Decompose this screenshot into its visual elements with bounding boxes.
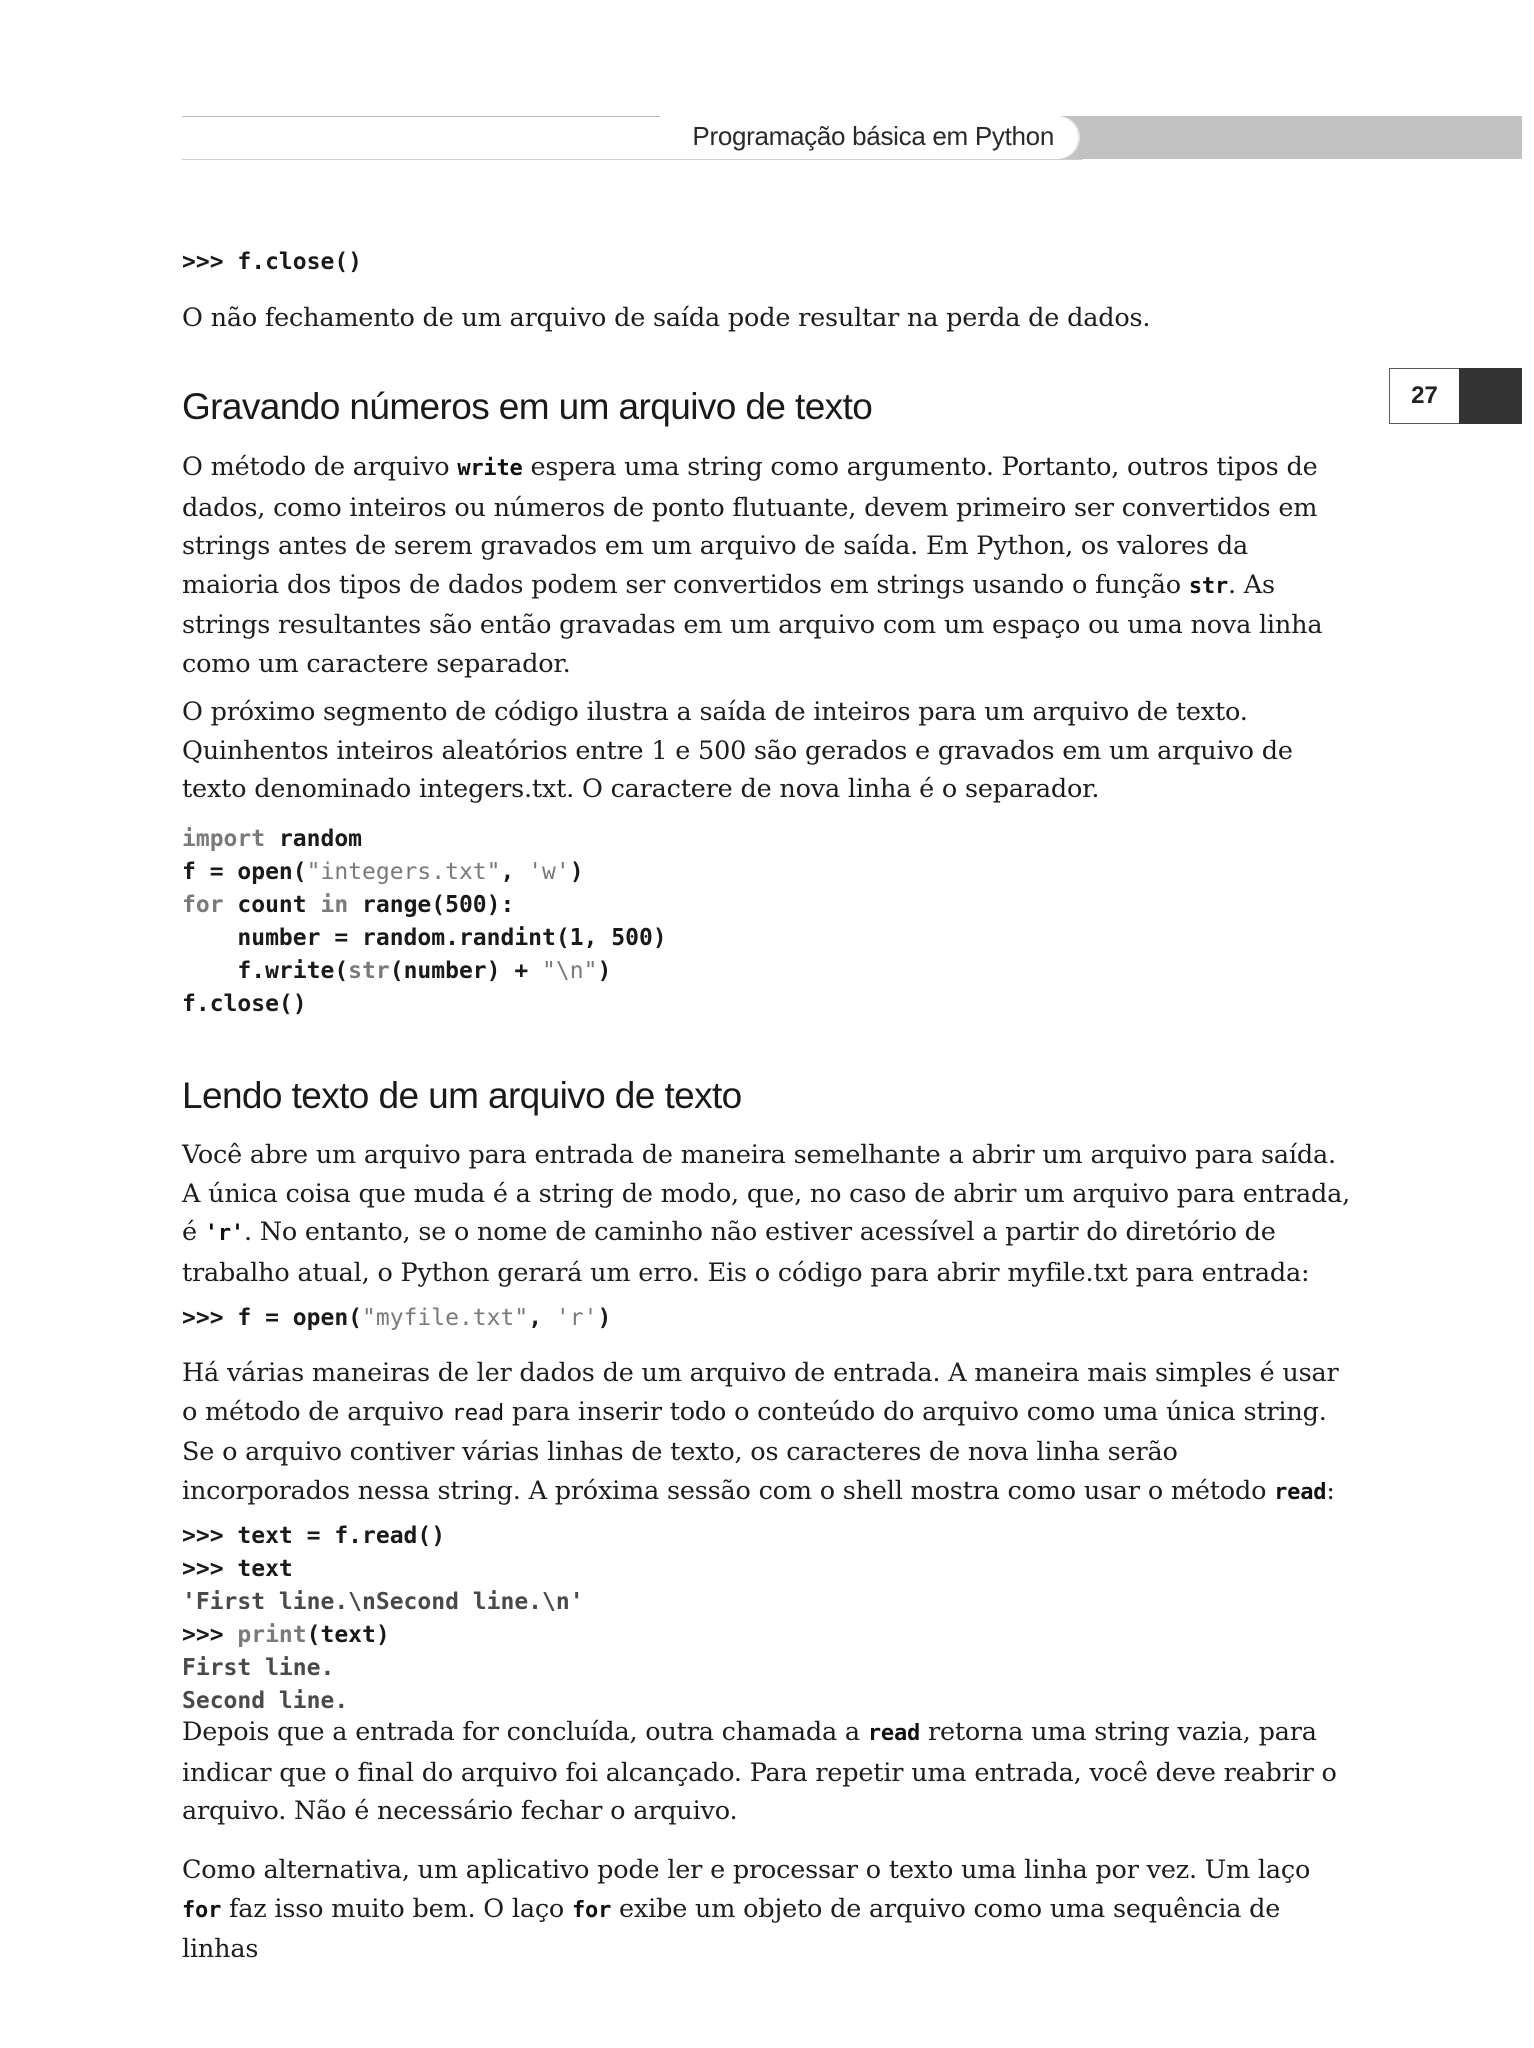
inline-code-r-mode: 'r' xyxy=(204,1221,244,1246)
inline-code-read: read xyxy=(451,1400,504,1426)
page-number: 27 xyxy=(1389,368,1459,424)
paragraph-close-warning: O não fechamento de um arquivo de saída pode resultar na perda de dados. xyxy=(182,303,1151,333)
inline-code-for: for xyxy=(182,1897,222,1923)
inline-code-write: write xyxy=(457,456,523,481)
header-bottom-rule xyxy=(182,159,1082,160)
paragraph-read-method: Há várias maneiras de ler dados de um arquivo de entrada. A maneira mais simples é usar o método de arquivo read para inserir todo o conteúdo do arquivo como uma única string. Se o arquivo contiver várias linhas de texto, os caracteres de nova linha serão incorporados nessa string. A próxima sessão com o shell mostra como usar o método read: xyxy=(182,1358,1339,1506)
paragraph-open-for-input: Você abre um arquivo para entrada de maneira semelhante a abrir um arquivo para saída. A única coisa que muda é a string de modo, que, no caso de abrir um arquivo para entrada, é 'r'. No entanto, se o nome de caminho não estiver acessível a partir do diretório de trabalho atual, o Python gerará um erro. Eis o código para abrir myfile.txt para entrada: xyxy=(182,1140,1350,1288)
paragraph-integers-example: O próximo segmento de código ilustra a saída de inteiros para um arquivo de texto. Quinhentos inteiros aleatórios entre 1 e 500 são gerados e gravados em um arquivo de texto denominado integers.txt. O caractere de nova linha é o separador. xyxy=(182,697,1293,804)
section-heading-writing-numbers: Gravando números em um arquivo de texto xyxy=(182,386,873,427)
paragraph-for-loop: Como alternativa, um aplicativo pode ler e processar o texto uma linha por vez. Um laço for faz isso muito bem. O laço for exibe um objeto de arquivo como uma sequência de linhas xyxy=(182,1855,1311,1964)
inline-code-for-2: for xyxy=(572,1897,612,1923)
section-heading-reading-text: Lendo texto de um arquivo de texto xyxy=(182,1075,742,1116)
inline-code-read-bold: read xyxy=(1274,1479,1327,1505)
code-write-integers: import random f = open("integers.txt", 'w') for count in range(500): number = random.randint(1, 500) f.write(str(number) + "\n") f.close() xyxy=(182,826,667,1017)
paragraph-read-empty: Depois que a entrada for concluída, outra chamada a read retorna uma string vazia, para indicar que o final do arquivo foi alcançado. Para repetir uma entrada, você deve reabrir o arquivo. Não é necessário fechar o arquivo. xyxy=(182,1717,1337,1826)
header-gray-bar xyxy=(1060,116,1522,159)
code-open-myfile: >>> f = open("myfile.txt", 'r') xyxy=(182,1305,612,1331)
code-read-session: >>> text = f.read() >>> text 'First line.\nSecond line.\n' >>> print(text) First line. Second line. xyxy=(182,1523,584,1714)
page-thumb-tab xyxy=(1459,368,1522,424)
inline-code-read-2: read xyxy=(867,1721,921,1746)
paragraph-write-method: O método de arquivo write espera uma string como argumento. Portanto, outros tipos de dados, como inteiros ou números de ponto flutuante, devem primeiro ser convertidos em strings antes de serem gravados em um arquivo de saída. Em Python, os valores da maioria dos tipos de dados podem ser convertidos em strings usando o função str. As strings resultantes são então gravadas em um arquivo com um espaço ou uma nova linha como um caractere separador. xyxy=(182,452,1323,679)
code-close: >>> f.close() xyxy=(182,249,363,275)
inline-code-str: str xyxy=(1188,573,1228,599)
running-title: Programação básica em Python xyxy=(692,121,1054,151)
